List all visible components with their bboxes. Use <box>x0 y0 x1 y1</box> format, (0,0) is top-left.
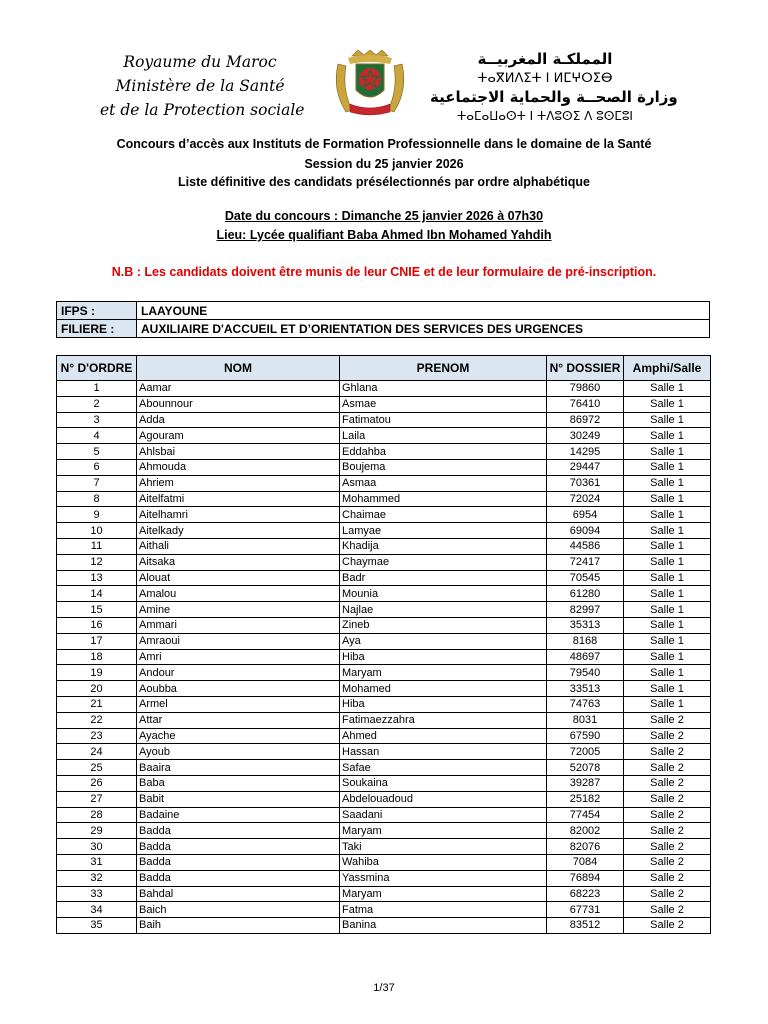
header-french <box>100 50 305 122</box>
cell-nom: Baaira <box>137 760 340 776</box>
cell-dossier: 35313 <box>547 617 624 633</box>
cell-nom: Aitelkady <box>137 523 340 539</box>
notice: N.B : Les candidats doivent être munis de leur CNIE et de leur formulaire de pré-inscription. <box>111 265 657 279</box>
col-header-ordre: N° D'ORDRE <box>57 356 137 381</box>
cell-dossier: 7084 <box>547 854 624 870</box>
cell-dossier: 52078 <box>547 760 624 776</box>
cell-ordre: 19 <box>57 665 137 681</box>
cell-nom: Ahlsbai <box>137 444 340 460</box>
cell-dossier: 33513 <box>547 681 624 697</box>
header-ar-line: ⵜⴰⵎⴰⵡⴰⵙⵜ ⵏ ⵜⴷⵓⵙⵉ ⴷ ⵓⵙⵎⵓⵏ <box>457 109 633 123</box>
table-row <box>57 696 711 712</box>
cell-ordre: 20 <box>57 681 137 697</box>
cell-ordre: 13 <box>57 570 137 586</box>
table-row <box>57 570 711 586</box>
cell-salle: Salle 2 <box>624 728 711 744</box>
table-row <box>57 396 711 412</box>
cell-prenom: Ghlana <box>340 381 547 397</box>
cell-nom: Amri <box>137 649 340 665</box>
cell-nom: Baba <box>137 775 340 791</box>
cell-prenom: Safae <box>340 760 547 776</box>
cell-ordre: 32 <box>57 870 137 886</box>
cell-prenom: Boujema <box>340 459 547 475</box>
table-row <box>57 839 711 855</box>
cell-prenom: Banina <box>340 918 547 934</box>
cell-prenom: Maryam <box>340 823 547 839</box>
table-row <box>57 523 711 539</box>
cell-nom: Ammari <box>137 617 340 633</box>
cell-prenom: Eddahba <box>340 444 547 460</box>
cell-salle: Salle 1 <box>624 491 711 507</box>
cell-ordre: 2 <box>57 396 137 412</box>
col-header-nom: NOM <box>137 356 340 381</box>
cell-salle: Salle 2 <box>624 823 711 839</box>
table-row <box>57 791 711 807</box>
session-line: Session du 25 janvier 2026 <box>304 157 464 171</box>
cell-ordre: 14 <box>57 586 137 602</box>
header-ar-line: ⵜⴰⴳⵍⴷⵉⵜ ⵏ ⵍⵎⵖⵔⵉⴱ <box>477 71 613 86</box>
table-row <box>57 760 711 776</box>
cell-salle: Salle 1 <box>624 444 711 460</box>
ifps-label: IFPS : <box>57 302 137 320</box>
cell-dossier: 76894 <box>547 870 624 886</box>
cell-ordre: 29 <box>57 823 137 839</box>
cell-nom: Ahmouda <box>137 459 340 475</box>
cell-prenom: Fatimaezzahra <box>340 712 547 728</box>
table-row <box>57 428 711 444</box>
cell-dossier: 79540 <box>547 665 624 681</box>
cell-dossier: 30249 <box>547 428 624 444</box>
table-row <box>57 444 711 460</box>
exam-location: Lieu: Lycée qualifiant Baba Ahmed Ibn Mohamed Yahdih <box>216 228 552 242</box>
table-row <box>57 823 711 839</box>
cell-nom: Badaine <box>137 807 340 823</box>
cell-nom: Baih <box>137 918 340 934</box>
cell-nom: Aitelhamri <box>137 507 340 523</box>
cell-ordre: 26 <box>57 775 137 791</box>
cell-dossier: 83512 <box>547 918 624 934</box>
cell-salle: Salle 1 <box>624 396 711 412</box>
col-header-dossier: N° DOSSIER <box>547 356 624 381</box>
cell-salle: Salle 1 <box>624 523 711 539</box>
cell-dossier: 79860 <box>547 381 624 397</box>
cell-ordre: 3 <box>57 412 137 428</box>
cell-ordre: 17 <box>57 633 137 649</box>
table-row <box>57 633 711 649</box>
header-ar-line: المملكـة المغربيــة <box>477 50 613 68</box>
table-row <box>57 538 711 554</box>
table-row <box>57 918 711 934</box>
table-row <box>57 807 711 823</box>
cell-prenom: Chaimae <box>340 507 547 523</box>
cell-ordre: 18 <box>57 649 137 665</box>
header-ar-line: وزارة الصحــة والحماية الاجتماعية <box>430 88 678 106</box>
cell-ordre: 28 <box>57 807 137 823</box>
info-row-ifps <box>57 302 710 320</box>
filiere-label: FILIERE : <box>57 320 137 338</box>
cell-ordre: 31 <box>57 854 137 870</box>
cell-ordre: 30 <box>57 839 137 855</box>
cell-ordre: 5 <box>57 444 137 460</box>
cell-nom: Alouat <box>137 570 340 586</box>
cell-dossier: 68223 <box>547 886 624 902</box>
cell-salle: Salle 1 <box>624 617 711 633</box>
cell-dossier: 67590 <box>547 728 624 744</box>
col-header-prenom: PRENOM <box>340 356 547 381</box>
filiere-value: AUXILIAIRE D'ACCUEIL ET D’ORIENTATION DES SERVICES DES URGENCES <box>137 320 710 338</box>
cell-nom: Agouram <box>137 428 340 444</box>
list-description: Liste définitive des candidats présélectionnés par ordre alphabétique <box>178 175 590 189</box>
table-row <box>57 475 711 491</box>
cell-dossier: 72417 <box>547 554 624 570</box>
cell-prenom: Badr <box>340 570 547 586</box>
cell-dossier: 70361 <box>547 475 624 491</box>
cell-prenom: Abdelouadoud <box>340 791 547 807</box>
header-arabic <box>430 50 678 126</box>
table-row <box>57 381 711 397</box>
table-header-row <box>57 356 711 381</box>
cell-dossier: 6954 <box>547 507 624 523</box>
cell-ordre: 15 <box>57 602 137 618</box>
document-title: Concours d’accès aux Instituts de Formation Professionnelle dans le domaine de la Santé <box>116 137 652 151</box>
cell-salle: Salle 1 <box>624 475 711 491</box>
cell-dossier: 29447 <box>547 459 624 475</box>
cell-prenom: Chaymae <box>340 554 547 570</box>
cell-ordre: 24 <box>57 744 137 760</box>
table-row <box>57 775 711 791</box>
header-fr-line: et de la Protection sociale <box>100 101 305 119</box>
cell-nom: Aoubba <box>137 681 340 697</box>
cell-nom: Abounnour <box>137 396 340 412</box>
cell-prenom: Wahiba <box>340 854 547 870</box>
cell-dossier: 44586 <box>547 538 624 554</box>
cell-nom: Aitelfatmi <box>137 491 340 507</box>
cell-ordre: 34 <box>57 902 137 918</box>
cell-salle: Salle 1 <box>624 507 711 523</box>
cell-prenom: Ahmed <box>340 728 547 744</box>
cell-dossier: 72024 <box>547 491 624 507</box>
cell-dossier: 74763 <box>547 696 624 712</box>
cell-dossier: 39287 <box>547 775 624 791</box>
cell-salle: Salle 2 <box>624 744 711 760</box>
cell-nom: Aitsaka <box>137 554 340 570</box>
cell-nom: Ayoub <box>137 744 340 760</box>
cell-dossier: 77454 <box>547 807 624 823</box>
cell-nom: Badda <box>137 823 340 839</box>
cell-nom: Baich <box>137 902 340 918</box>
table-row <box>57 886 711 902</box>
table-row <box>57 681 711 697</box>
cell-nom: Badda <box>137 870 340 886</box>
cell-salle: Salle 1 <box>624 538 711 554</box>
cell-ordre: 11 <box>57 538 137 554</box>
table-row <box>57 507 711 523</box>
table-row <box>57 712 711 728</box>
coat-of-arms-emblem <box>330 50 410 118</box>
cell-dossier: 14295 <box>547 444 624 460</box>
cell-salle: Salle 1 <box>624 586 711 602</box>
cell-dossier: 69094 <box>547 523 624 539</box>
cell-prenom: Laila <box>340 428 547 444</box>
cell-ordre: 16 <box>57 617 137 633</box>
table-row <box>57 586 711 602</box>
table-row <box>57 870 711 886</box>
table-row <box>57 744 711 760</box>
cell-prenom: Fatma <box>340 902 547 918</box>
cell-prenom: Taki <box>340 839 547 855</box>
cell-salle: Salle 2 <box>624 870 711 886</box>
cell-nom: Badda <box>137 854 340 870</box>
cell-salle: Salle 1 <box>624 633 711 649</box>
header-fr-line: Ministère de la Santé <box>115 77 285 95</box>
cell-prenom: Lamyae <box>340 523 547 539</box>
cell-salle: Salle 2 <box>624 839 711 855</box>
table-row <box>57 459 711 475</box>
cell-prenom: Hiba <box>340 649 547 665</box>
cell-prenom: Mounia <box>340 586 547 602</box>
table-row <box>57 902 711 918</box>
page-number: 1/37 <box>373 982 395 994</box>
table-row <box>57 854 711 870</box>
cell-prenom: Fatimatou <box>340 412 547 428</box>
cell-prenom: Yassmina <box>340 870 547 886</box>
info-row-filiere <box>57 320 710 338</box>
cell-nom: Ahriem <box>137 475 340 491</box>
cell-salle: Salle 2 <box>624 791 711 807</box>
cell-prenom: Zineb <box>340 617 547 633</box>
cell-salle: Salle 2 <box>624 760 711 776</box>
cell-dossier: 82997 <box>547 602 624 618</box>
cell-nom: Bahdal <box>137 886 340 902</box>
candidates-table <box>56 355 711 934</box>
cell-ordre: 1 <box>57 381 137 397</box>
cell-salle: Salle 1 <box>624 412 711 428</box>
table-row <box>57 491 711 507</box>
cell-salle: Salle 1 <box>624 428 711 444</box>
cell-prenom: Soukaina <box>340 775 547 791</box>
cell-ordre: 7 <box>57 475 137 491</box>
cell-dossier: 76410 <box>547 396 624 412</box>
cell-salle: Salle 1 <box>624 570 711 586</box>
cell-dossier: 82076 <box>547 839 624 855</box>
cell-dossier: 70545 <box>547 570 624 586</box>
cell-dossier: 67731 <box>547 902 624 918</box>
cell-prenom: Saadani <box>340 807 547 823</box>
cell-prenom: Maryam <box>340 886 547 902</box>
cell-prenom: Mohammed <box>340 491 547 507</box>
cell-nom: Amraoui <box>137 633 340 649</box>
info-table <box>56 301 710 338</box>
cell-dossier: 8168 <box>547 633 624 649</box>
cell-dossier: 25182 <box>547 791 624 807</box>
cell-ordre: 10 <box>57 523 137 539</box>
cell-prenom: Maryam <box>340 665 547 681</box>
ifps-value: LAAYOUNE <box>137 302 710 320</box>
cell-salle: Salle 1 <box>624 681 711 697</box>
cell-salle: Salle 1 <box>624 602 711 618</box>
table-row <box>57 665 711 681</box>
cell-salle: Salle 1 <box>624 665 711 681</box>
cell-prenom: Asmae <box>340 396 547 412</box>
cell-salle: Salle 2 <box>624 902 711 918</box>
cell-salle: Salle 1 <box>624 696 711 712</box>
cell-ordre: 12 <box>57 554 137 570</box>
cell-salle: Salle 2 <box>624 712 711 728</box>
table-row <box>57 412 711 428</box>
cell-dossier: 61280 <box>547 586 624 602</box>
cell-ordre: 6 <box>57 459 137 475</box>
cell-prenom: Najlae <box>340 602 547 618</box>
cell-nom: Amalou <box>137 586 340 602</box>
cell-prenom: Khadija <box>340 538 547 554</box>
cell-dossier: 8031 <box>547 712 624 728</box>
cell-prenom: Mohamed <box>340 681 547 697</box>
cell-nom: Babit <box>137 791 340 807</box>
cell-nom: Ayache <box>137 728 340 744</box>
cell-ordre: 8 <box>57 491 137 507</box>
cell-prenom: Hassan <box>340 744 547 760</box>
cell-salle: Salle 2 <box>624 775 711 791</box>
cell-salle: Salle 2 <box>624 854 711 870</box>
cell-ordre: 21 <box>57 696 137 712</box>
cell-salle: Salle 2 <box>624 886 711 902</box>
cell-ordre: 22 <box>57 712 137 728</box>
table-row <box>57 649 711 665</box>
cell-nom: Badda <box>137 839 340 855</box>
cell-prenom: Aya <box>340 633 547 649</box>
cell-nom: Aithali <box>137 538 340 554</box>
cell-salle: Salle 1 <box>624 381 711 397</box>
cell-ordre: 27 <box>57 791 137 807</box>
cell-dossier: 48697 <box>547 649 624 665</box>
cell-ordre: 4 <box>57 428 137 444</box>
cell-salle: Salle 1 <box>624 649 711 665</box>
cell-dossier: 72005 <box>547 744 624 760</box>
cell-nom: Aamar <box>137 381 340 397</box>
table-row <box>57 728 711 744</box>
cell-ordre: 25 <box>57 760 137 776</box>
cell-ordre: 9 <box>57 507 137 523</box>
cell-salle: Salle 2 <box>624 918 711 934</box>
header-fr-line: Royaume du Maroc <box>123 53 277 71</box>
cell-prenom: Hiba <box>340 696 547 712</box>
cell-ordre: 33 <box>57 886 137 902</box>
cell-salle: Salle 1 <box>624 459 711 475</box>
cell-salle: Salle 2 <box>624 807 711 823</box>
table-row <box>57 554 711 570</box>
cell-nom: Attar <box>137 712 340 728</box>
cell-nom: Adda <box>137 412 340 428</box>
exam-date: Date du concours : Dimanche 25 janvier 2026 à 07h30 <box>224 209 544 223</box>
table-row <box>57 602 711 618</box>
cell-dossier: 82002 <box>547 823 624 839</box>
cell-nom: Armel <box>137 696 340 712</box>
cell-nom: Amine <box>137 602 340 618</box>
cell-ordre: 35 <box>57 918 137 934</box>
cell-nom: Andour <box>137 665 340 681</box>
cell-dossier: 86972 <box>547 412 624 428</box>
cell-prenom: Asmaa <box>340 475 547 491</box>
table-row <box>57 617 711 633</box>
cell-ordre: 23 <box>57 728 137 744</box>
cell-salle: Salle 1 <box>624 554 711 570</box>
col-header-salle: Amphi/Salle <box>624 356 711 381</box>
